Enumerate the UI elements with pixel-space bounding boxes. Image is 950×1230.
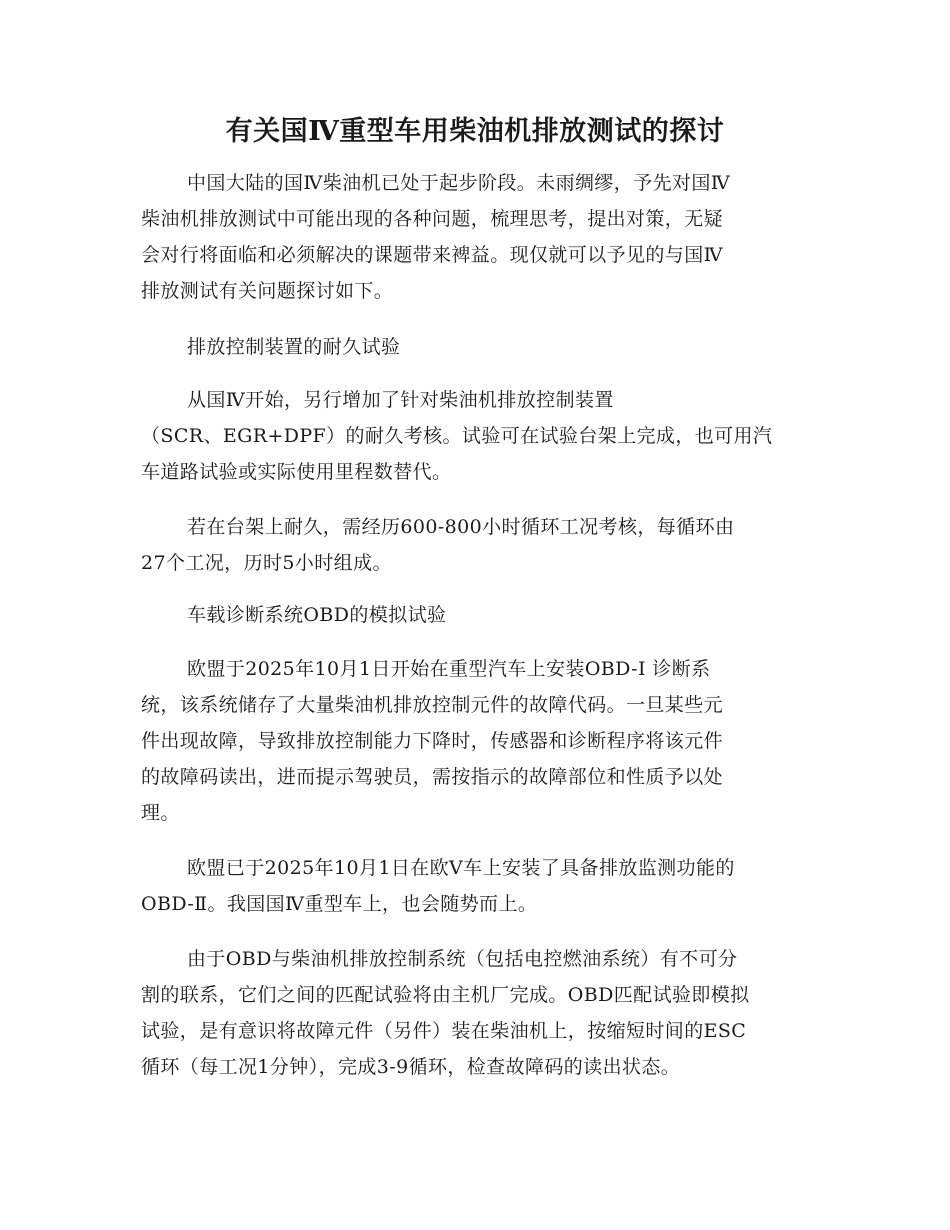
paragraph-5-line-1: 欧盟已于2025年10月1日在欧Ⅴ车上安装了具备排放监测功能的: [187, 857, 735, 879]
section-heading-obd: 车载诊断系统OBD的模拟试验: [187, 604, 447, 626]
paragraph-1-line-4: 排放测试有关问题探讨如下。: [141, 280, 394, 302]
paragraph-3-line-1: 若在台架上耐久，需经历600-800小时循环工况考核，每循环由: [187, 516, 735, 538]
paragraph-5-line-2: OBD-Ⅱ。我国国Ⅳ重型车上，也会随势而上。: [141, 893, 538, 915]
paragraph-2-line-1: 从国Ⅳ开始，另行增加了针对柴油机排放控制装置: [187, 389, 614, 411]
document-title: 有关国Ⅳ重型车用柴油机排放测试的探讨: [225, 116, 725, 147]
paragraph-6-line-2: 割的联系，它们之间的匹配试验将由主机厂完成。OBD匹配试验即模拟: [141, 984, 750, 1006]
paragraph-6-line-4: 循环（每工况1分钟），完成3-9循环，检查故障码的读出状态。: [141, 1056, 681, 1078]
paragraph-6-line-3: 试验，是有意识将故障元件（另件）装在柴油机上，按缩短时间的ESC: [141, 1020, 747, 1042]
section-heading-durability: 排放控制装置的耐久试验: [187, 336, 401, 358]
paragraph-3-line-2: 27个工况，历时5小时组成。: [141, 552, 392, 574]
paragraph-6-line-1: 由于OBD与柴油机排放控制系统（包括电控燃油系统）有不可分: [187, 948, 738, 970]
paragraph-4-line-3: 件出现故障，导致排放控制能力下降时，传感器和诊断程序将该元件: [141, 730, 724, 752]
paragraph-4-line-2: 统，该系统储存了大量柴油机排放控制元件的故障代码。一旦某些元: [141, 694, 724, 716]
paragraph-2-line-3: 车道路试验或实际使用里程数替代。: [141, 461, 452, 483]
paragraph-1-line-1: 中国大陆的国Ⅳ柴油机已处于起步阶段。未雨绸缪，予先对国Ⅳ: [187, 172, 731, 194]
paragraph-4-line-5: 理。: [141, 802, 180, 824]
paragraph-1-line-2: 柴油机排放测试中可能出现的各种问题，梳理思考，提出对策，无疑: [141, 208, 724, 230]
paragraph-4-line-1: 欧盟于2025年10月1日开始在重型汽车上安装OBD-Ⅰ 诊断系: [187, 658, 711, 680]
paragraph-4-line-4: 的故障码读出，进而提示驾驶员，需按指示的故障部位和性质予以处: [141, 766, 724, 788]
paragraph-2-line-2: （SCR、EGR+DPF）的耐久考核。试验可在试验台架上完成，也可用汽: [141, 425, 773, 447]
paragraph-1-line-3: 会对行将面临和必须解决的课题带来裨益。现仅就可以予见的与国Ⅳ: [141, 244, 723, 266]
